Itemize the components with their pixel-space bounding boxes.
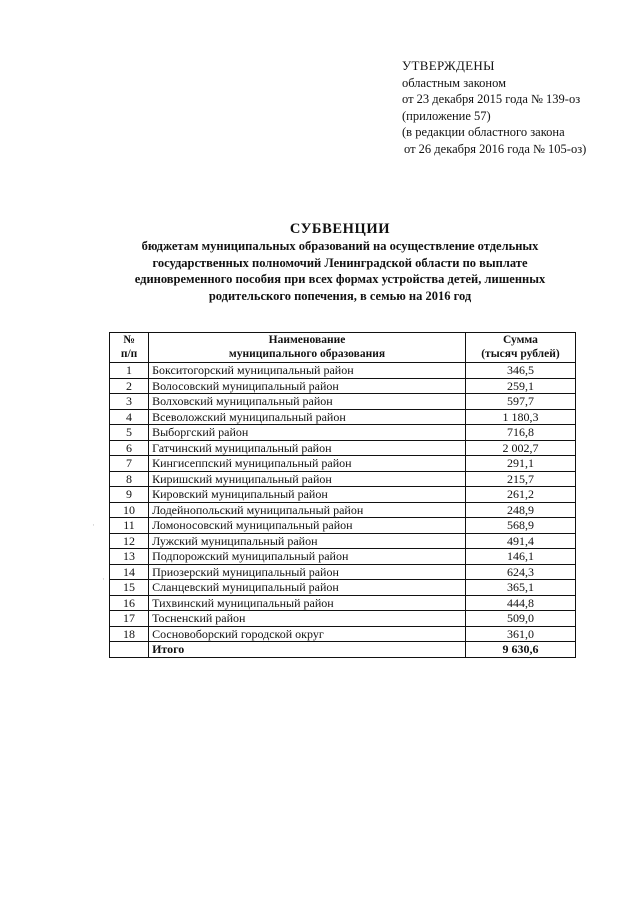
title-line-1: бюджетам муниципальных образований на осуществление отдельных bbox=[141, 239, 539, 253]
row-municipality: Ломоносовский муниципальный район bbox=[149, 518, 466, 534]
row-municipality: Лужский муниципальный район bbox=[149, 533, 466, 549]
row-sum: 291,1 bbox=[465, 456, 575, 472]
row-municipality: Сосновоборский городской округ bbox=[149, 626, 466, 642]
row-number: 8 bbox=[110, 471, 149, 487]
table-row bbox=[110, 580, 576, 596]
row-sum: 491,4 bbox=[465, 533, 575, 549]
row-municipality: Волосовский муниципальный район bbox=[149, 378, 466, 394]
row-sum: 624,3 bbox=[465, 564, 575, 580]
row-number: 3 bbox=[110, 394, 149, 410]
total-label: Итого bbox=[149, 642, 466, 658]
row-municipality: Всеволожский муниципальный район bbox=[149, 409, 466, 425]
table-row bbox=[110, 409, 576, 425]
table-row bbox=[110, 471, 576, 487]
row-sum: 444,8 bbox=[465, 595, 575, 611]
row-number: 9 bbox=[110, 487, 149, 503]
row-number: 12 bbox=[110, 533, 149, 549]
row-sum: 365,1 bbox=[465, 580, 575, 596]
document-title bbox=[90, 220, 590, 304]
row-sum: 509,0 bbox=[465, 611, 575, 627]
row-number: 2 bbox=[110, 378, 149, 394]
table-row bbox=[110, 518, 576, 534]
row-municipality: Гатчинский муниципальный район bbox=[149, 440, 466, 456]
row-sum: 568,9 bbox=[465, 518, 575, 534]
row-number: 15 bbox=[110, 580, 149, 596]
title-line-4: родительского попечения, в семью на 2016 год bbox=[208, 288, 472, 303]
row-number: 5 bbox=[110, 425, 149, 441]
row-sum: 248,9 bbox=[465, 502, 575, 518]
table-row bbox=[110, 394, 576, 410]
row-sum: 597,7 bbox=[465, 394, 575, 410]
row-sum: 2 002,7 bbox=[465, 440, 575, 456]
row-municipality: Тосненский район bbox=[149, 611, 466, 627]
row-municipality: Сланцевский муниципальный район bbox=[149, 580, 466, 596]
table-row bbox=[110, 611, 576, 627]
row-number: 6 bbox=[110, 440, 149, 456]
row-municipality: Кировский муниципальный район bbox=[149, 487, 466, 503]
table-row bbox=[110, 425, 576, 441]
row-sum: 146,1 bbox=[465, 549, 575, 565]
row-sum: 215,7 bbox=[465, 471, 575, 487]
table-row bbox=[110, 549, 576, 565]
approval-revision: (в редакции областного закона bbox=[402, 125, 565, 139]
row-municipality: Кингисеппский муниципальный район bbox=[149, 456, 466, 472]
table-body bbox=[110, 363, 576, 642]
row-sum: 361,0 bbox=[465, 626, 575, 642]
table-header-row bbox=[110, 333, 576, 363]
table-row bbox=[110, 595, 576, 611]
table-row bbox=[110, 456, 576, 472]
row-number: 4 bbox=[110, 409, 149, 425]
subsidies-table bbox=[109, 332, 576, 658]
header-number: № п/п bbox=[110, 333, 149, 363]
table-row bbox=[110, 564, 576, 580]
row-municipality: Лодейнопольский муниципальный район bbox=[149, 502, 466, 518]
row-sum: 346,5 bbox=[465, 363, 575, 379]
table-total-row bbox=[110, 642, 576, 658]
row-sum: 261,2 bbox=[465, 487, 575, 503]
title-main: СУБВЕНЦИИ bbox=[289, 221, 391, 237]
table-row bbox=[110, 378, 576, 394]
header-name: Наименование муниципального образования bbox=[149, 333, 466, 363]
row-sum: 259,1 bbox=[465, 378, 575, 394]
row-sum: 1 180,3 bbox=[465, 409, 575, 425]
row-number: 16 bbox=[110, 595, 149, 611]
table-row bbox=[110, 363, 576, 379]
row-municipality: Киришский муниципальный район bbox=[149, 471, 466, 487]
title-line-3: единовременного пособия при всех формах устройства детей, лишенных bbox=[134, 272, 546, 286]
title-line-2: государственных полномочий Ленинградской области по выплате bbox=[152, 255, 528, 270]
row-municipality: Выборгский район bbox=[149, 425, 466, 441]
table-row bbox=[110, 440, 576, 456]
approval-law-type: областным законом bbox=[402, 75, 507, 90]
table-row bbox=[110, 533, 576, 549]
table-row bbox=[110, 626, 576, 642]
row-number: 11 bbox=[110, 518, 149, 534]
row-number: 17 bbox=[110, 611, 149, 627]
row-sum: 716,8 bbox=[465, 425, 575, 441]
table-row bbox=[110, 502, 576, 518]
row-number: 1 bbox=[110, 363, 149, 379]
table-row bbox=[110, 487, 576, 503]
total-number-cell bbox=[110, 642, 149, 658]
approval-law-date: от 23 декабря 2015 года № 139-оз bbox=[402, 92, 581, 106]
total-sum: 9 630,6 bbox=[465, 642, 575, 658]
row-municipality: Подпорожский муниципальный район bbox=[149, 549, 466, 565]
row-number: 7 bbox=[110, 456, 149, 472]
row-number: 18 bbox=[110, 626, 149, 642]
row-municipality: Приозерский муниципальный район bbox=[149, 564, 466, 580]
approval-heading: УТВЕРЖДЕНЫ bbox=[402, 58, 495, 73]
row-municipality: Бокситогорский муниципальный район bbox=[149, 363, 466, 379]
approval-stamp bbox=[402, 58, 586, 157]
row-municipality: Волховский муниципальный район bbox=[149, 394, 466, 410]
header-sum: Сумма (тысяч рублей) bbox=[465, 333, 575, 363]
row-number: 10 bbox=[110, 502, 149, 518]
row-number: 14 bbox=[110, 564, 149, 580]
approval-appendix: (приложение 57) bbox=[402, 108, 491, 123]
scan-mark: · bbox=[102, 574, 105, 584]
scan-mark: · bbox=[92, 520, 95, 530]
row-number: 13 bbox=[110, 549, 149, 565]
row-municipality: Тихвинский муниципальный район bbox=[149, 595, 466, 611]
approval-revision-date: от 26 декабря 2016 года № 105-оз) bbox=[404, 141, 587, 156]
